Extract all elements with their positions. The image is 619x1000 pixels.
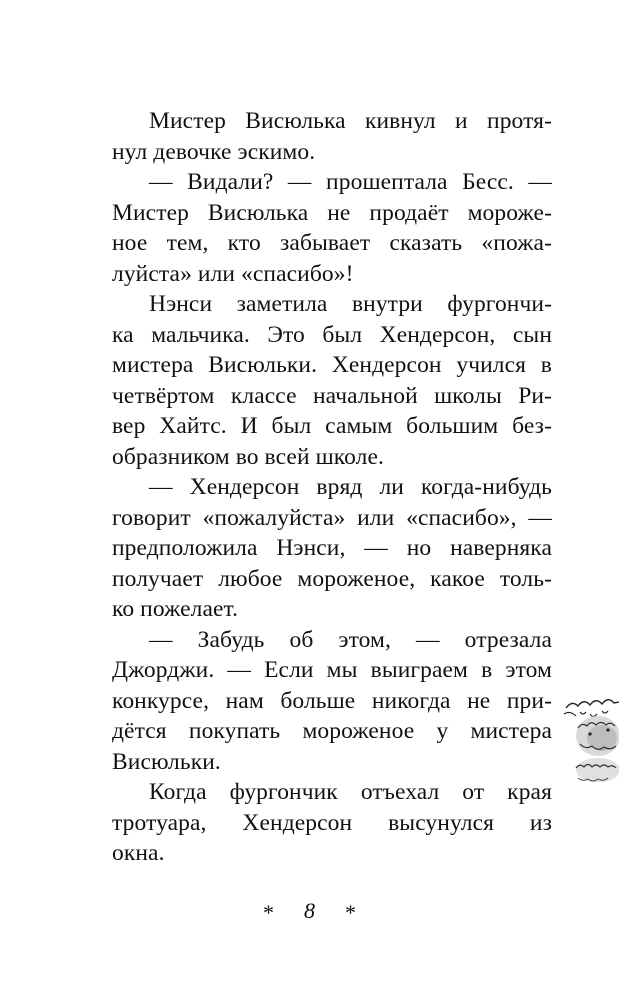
text-line: — Видали? — прошептала Бесс. — (149, 169, 552, 195)
text-line: предположила Нэнси, — но наверняка (112, 535, 552, 561)
text-line: ка мальчика. Это был Хендерсон, сын (112, 321, 552, 348)
text-line: луйста» или «спасибо»! (112, 260, 354, 287)
text-line: конкурсе, нам больше никогда не при- (112, 687, 552, 714)
text-line: Висюльки. (112, 748, 221, 775)
text-line: — Забудь об этом, — отрезала (149, 626, 552, 653)
star-icon-right: * (345, 900, 356, 925)
page-number: 8 (304, 898, 315, 923)
text-line: получает любое мороженое, какое толь- (112, 565, 552, 592)
page-footer (0, 898, 619, 926)
text-line: Нэнси заметила внутри фургончи- (149, 291, 552, 317)
ice-cream-splash-illustration (562, 678, 619, 788)
text-line: тротуара, Хендерсон высунулся из (112, 809, 552, 836)
text-line: мистера Висюльки. Хендерсон учился в (112, 352, 552, 378)
text-line: ко пожелает. (112, 596, 239, 622)
text-line: нул девочке эскимо. (112, 138, 316, 165)
text-line: — Хендерсон вряд ли когда-нибудь (149, 474, 552, 500)
text-line: Мистер Висюлька не продаёт мороже- (112, 199, 552, 226)
text-line: Мистер Висюлька кивнул и протя- (149, 108, 552, 134)
text-line: ное тем, кто забывает сказать «пожа- (112, 230, 552, 256)
text-line: четвёртом классе начальной школы Ри- (112, 382, 552, 409)
text-line: вер Хайтс. И был самым большим без- (112, 413, 552, 439)
text-line: Джорджи. — Если мы выиграем в этом (112, 657, 552, 683)
text-line: говорит «пожалуйста» или «спасибо», — (112, 504, 552, 531)
page-body-text (112, 106, 552, 869)
text-line: дётся покупать мороженое у мистера (112, 718, 552, 744)
text-line: Когда фургончик отъехал от края (149, 779, 552, 805)
text-line: окна. (112, 840, 165, 866)
text-line: образником во всей школе. (112, 443, 385, 470)
star-icon-left: * (263, 900, 274, 925)
